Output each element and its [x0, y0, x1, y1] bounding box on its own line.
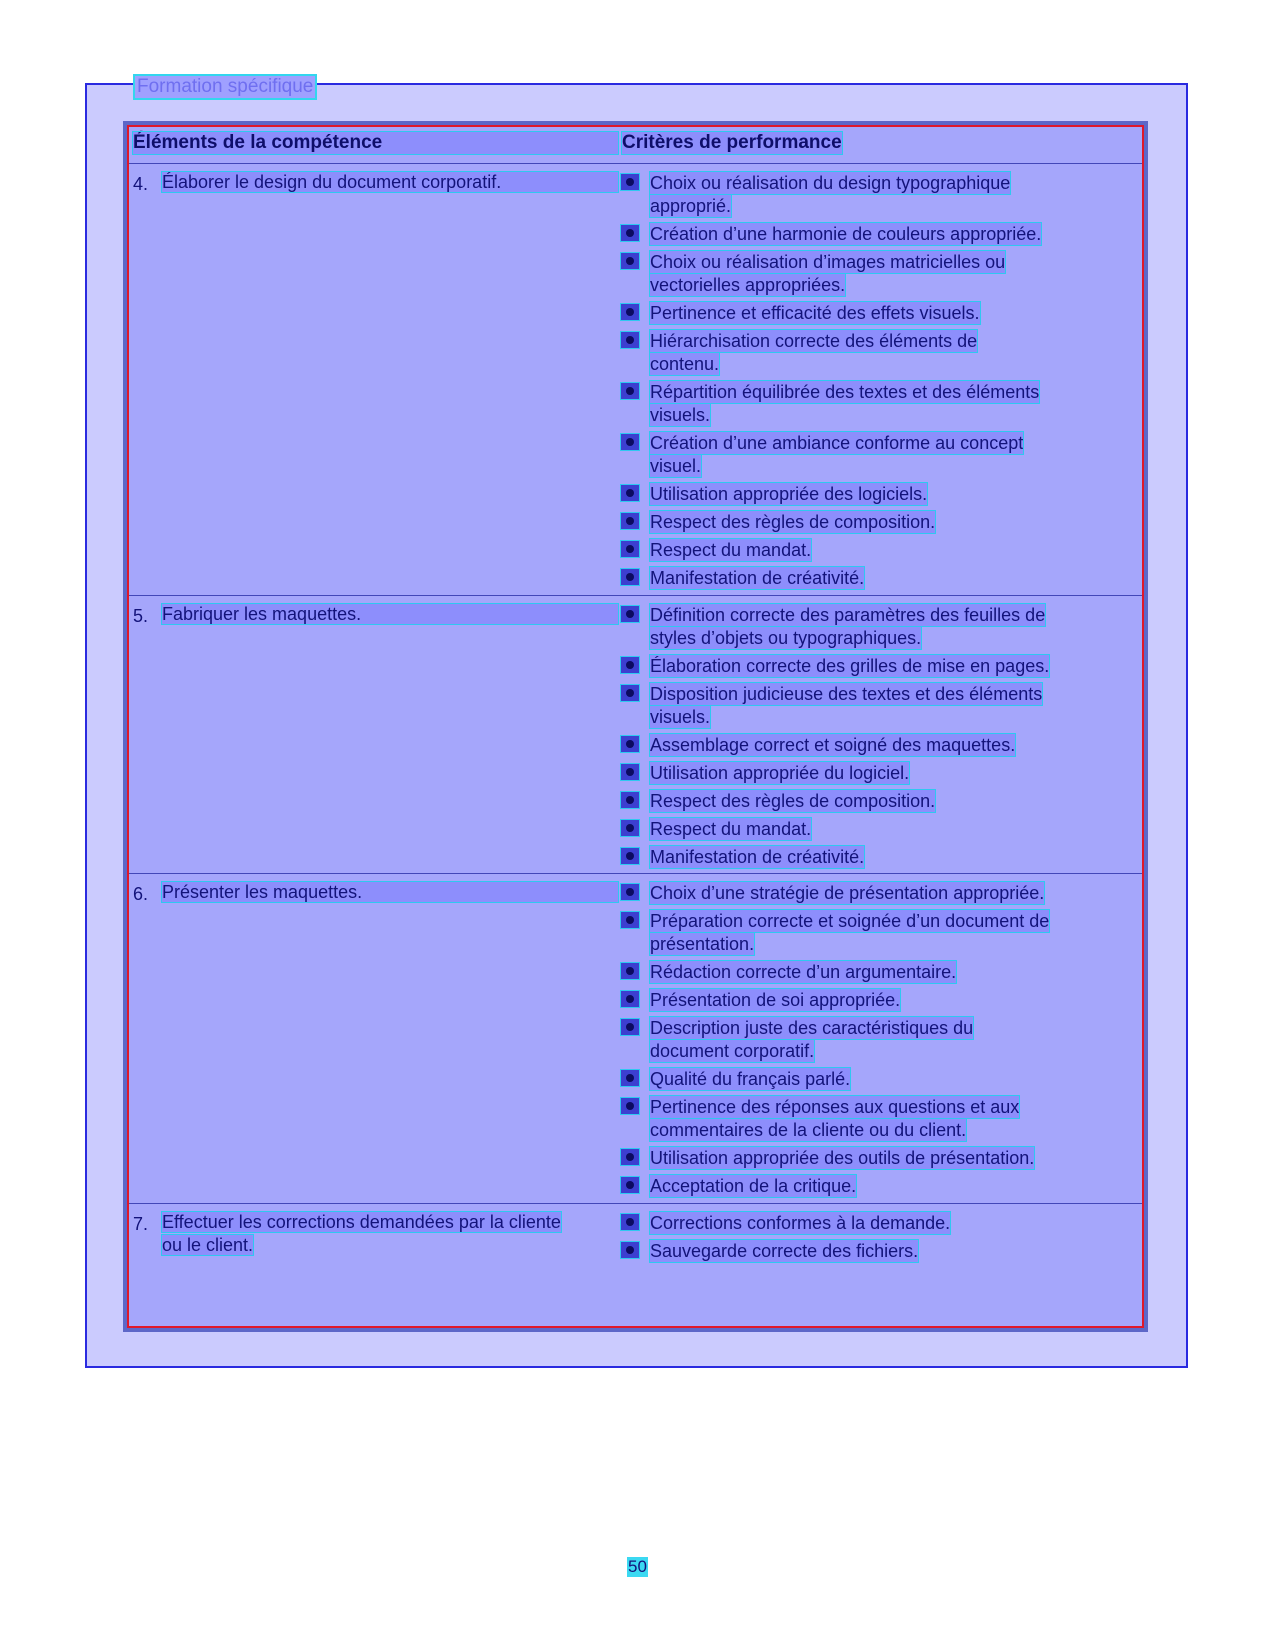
column-header-criteria: Critères de performance — [622, 132, 842, 153]
criterion-text: Qualité du français parlé. — [650, 1069, 851, 1089]
bullet-icon — [621, 1242, 639, 1258]
element-label: Effectuer les corrections demandées par la cliente — [162, 1212, 561, 1232]
bullet-icon — [621, 253, 639, 269]
criterion-text: visuels. — [650, 707, 711, 727]
bullet-icon — [621, 434, 639, 450]
bullet-icon — [621, 1019, 639, 1035]
row-separator — [129, 1203, 1142, 1204]
criterion-text: Assemblage correct et soigné des maquettes. — [650, 735, 1016, 755]
bullet-icon — [621, 764, 639, 780]
criterion-text: Manifestation de créativité. — [650, 847, 865, 867]
criterion-text: Acceptation de la critique. — [650, 1176, 857, 1196]
criterion-text: vectorielles appropriées. — [650, 275, 846, 295]
criterion-text: contenu. — [650, 354, 720, 374]
element-label: Fabriquer les maquettes. — [162, 604, 618, 624]
criterion-text: approprié. — [650, 196, 732, 216]
row-separator — [129, 595, 1142, 596]
bullet-icon — [621, 792, 639, 808]
criterion-text: visuels. — [650, 405, 711, 425]
criterion-text: Description juste des caractéristiques du — [650, 1018, 974, 1038]
bullet-icon — [621, 884, 639, 900]
criterion-text: document corporatif. — [650, 1041, 815, 1061]
column-header-elements: Éléments de la compétence — [133, 132, 618, 154]
criterion-text: Respect du mandat. — [650, 819, 812, 839]
bullet-icon — [621, 736, 639, 752]
criterion-text: Utilisation appropriée des logiciels. — [650, 484, 928, 504]
element-label: Présenter les maquettes. — [162, 882, 618, 902]
criterion-text: Choix ou réalisation d’images matricielles ou — [650, 252, 1006, 272]
bullet-icon — [621, 1070, 639, 1086]
criterion-text: Pertinence des réponses aux questions et aux — [650, 1097, 1020, 1117]
criterion-text: Respect des règles de composition. — [650, 791, 936, 811]
bullet-icon — [621, 1149, 639, 1165]
criterion-text: Élaboration correcte des grilles de mise en pages. — [650, 656, 1050, 676]
bullet-icon — [621, 383, 639, 399]
element-label: ou le client. — [162, 1235, 254, 1255]
row-separator — [129, 163, 1142, 164]
criterion-text: Respect des règles de composition. — [650, 512, 936, 532]
row-separator — [129, 873, 1142, 874]
element-label: Élaborer le design du document corporatif. — [162, 172, 618, 192]
criterion-text: Présentation de soi appropriée. — [650, 990, 901, 1010]
criterion-text: Respect du mandat. — [650, 540, 812, 560]
bullet-icon — [621, 304, 639, 320]
bullet-icon — [621, 569, 639, 585]
criterion-text: Hiérarchisation correcte des éléments de — [650, 331, 978, 351]
criterion-text: styles d’objets ou typographiques. — [650, 628, 922, 648]
criterion-text: Utilisation appropriée du logiciel. — [650, 763, 910, 783]
competence-table-body — [127, 125, 1144, 1328]
competence-table — [123, 121, 1148, 1332]
criterion-text: Utilisation appropriée des outils de présentation. — [650, 1148, 1035, 1168]
criterion-text: présentation. — [650, 934, 755, 954]
criterion-text: Rédaction correcte d’un argumentaire. — [650, 962, 957, 982]
element-number: 4. — [133, 174, 149, 194]
criterion-text: Sauvegarde correcte des fichiers. — [650, 1241, 919, 1261]
bullet-icon — [621, 963, 639, 979]
criterion-text: Création d’une harmonie de couleurs appropriée. — [650, 224, 1042, 244]
criterion-text: Choix ou réalisation du design typographique — [650, 173, 1011, 193]
bullet-icon — [621, 912, 639, 928]
criterion-text: Choix d’une stratégie de présentation appropriée. — [650, 883, 1045, 903]
bullet-icon — [621, 657, 639, 673]
criterion-text: Corrections conformes à la demande. — [650, 1213, 951, 1233]
criterion-text: Répartition équilibrée des textes et des éléments — [650, 382, 1040, 402]
section-heading: Formation spécifique — [137, 76, 314, 97]
bullet-icon — [621, 685, 639, 701]
bullet-icon — [621, 225, 639, 241]
bullet-icon — [621, 1098, 639, 1114]
criterion-text: Création d’une ambiance conforme au concept — [650, 433, 1024, 453]
criterion-text: Disposition judicieuse des textes et des éléments — [650, 684, 1043, 704]
element-number: 5. — [133, 606, 149, 626]
bullet-icon — [621, 541, 639, 557]
criterion-text: Définition correcte des paramètres des feuilles de — [650, 605, 1046, 625]
bullet-icon — [621, 606, 639, 622]
bullet-icon — [621, 991, 639, 1007]
criterion-text: Pertinence et efficacité des effets visuels. — [650, 303, 980, 323]
bullet-icon — [621, 848, 639, 864]
element-number: 7. — [133, 1214, 149, 1234]
page-number: 50 — [628, 1557, 647, 1576]
criterion-text: commentaires de la cliente ou du client. — [650, 1120, 967, 1140]
element-number: 6. — [133, 884, 149, 904]
criterion-text: visuel. — [650, 456, 702, 476]
criterion-text: Préparation correcte et soignée d’un document de — [650, 911, 1050, 931]
bullet-icon — [621, 1177, 639, 1193]
bullet-icon — [621, 174, 639, 190]
criterion-text: Manifestation de créativité. — [650, 568, 865, 588]
bullet-icon — [621, 513, 639, 529]
bullet-icon — [621, 485, 639, 501]
bullet-icon — [621, 1214, 639, 1230]
bullet-icon — [621, 820, 639, 836]
bullet-icon — [621, 332, 639, 348]
